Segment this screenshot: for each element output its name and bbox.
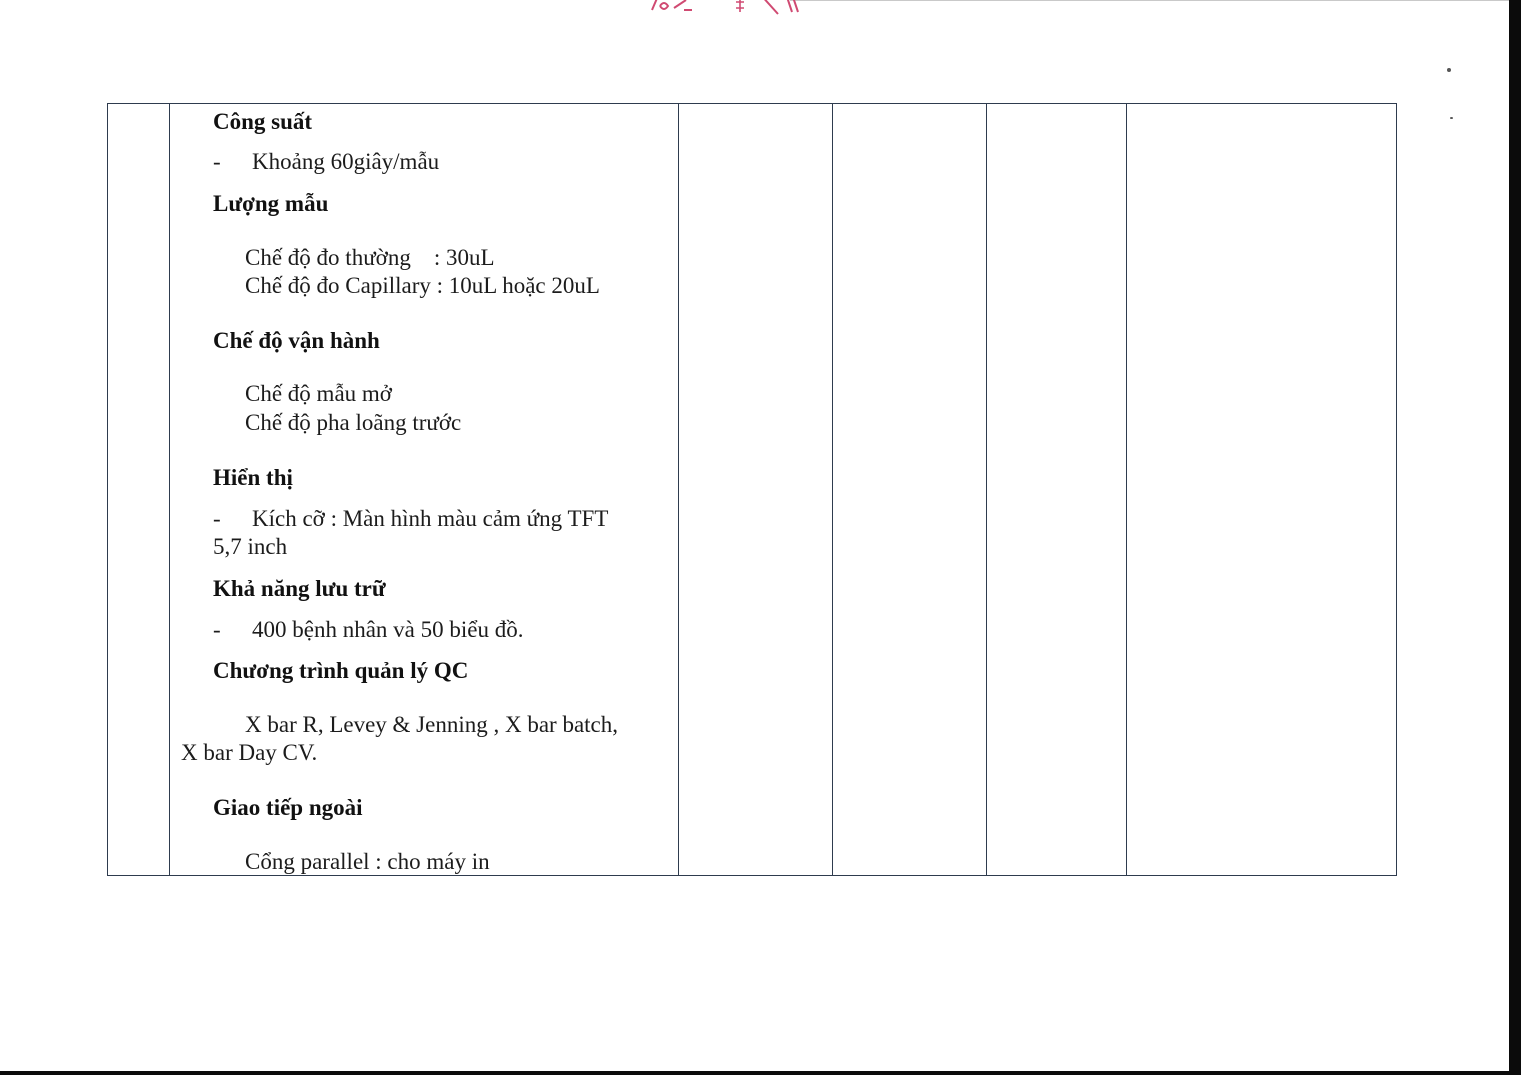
section-heading: Lượng mẫu [213, 191, 329, 216]
bullet-marker: - [213, 617, 221, 642]
top-rule [790, 0, 1509, 1]
spec-line: Cổng parallel : cho máy in [245, 849, 490, 874]
scan-edge-right [1509, 0, 1521, 1075]
spec-line: Chế độ mẫu mở [245, 381, 392, 406]
bullet-marker: - [213, 149, 221, 174]
section-heading: Khả năng lưu trữ [213, 576, 386, 601]
section-heading: Chế độ vận hành [213, 328, 380, 353]
empty-cell [833, 104, 987, 876]
spec-content [170, 104, 678, 875]
empty-cell [987, 104, 1127, 876]
section-heading: Công suất [213, 109, 313, 134]
scan-edge-bottom [0, 1071, 1521, 1075]
spec-cell [170, 104, 679, 876]
spec-line: 5,7 inch [213, 534, 288, 559]
spec-line: 400 bệnh nhân và 50 biểu đồ. [252, 617, 524, 642]
section-heading: Giao tiếp ngoài [213, 795, 363, 820]
scan-speck [1447, 68, 1451, 72]
bullet-marker: - [213, 506, 221, 531]
index-cell [108, 104, 170, 876]
spec-line: Kích cỡ : Màn hình màu cảm ứng TFT [252, 506, 609, 531]
spec-line: X bar Day CV. [181, 740, 318, 765]
spec-line: Chế độ pha loãng trước [245, 410, 462, 435]
spec-line: X bar R, Levey & Jenning , X bar batch, [245, 712, 619, 737]
table-row [108, 104, 1397, 876]
section-heading: Chương trình quản lý QC [213, 658, 469, 683]
empty-cell [1127, 104, 1397, 876]
scan-speck [1450, 117, 1453, 119]
spec-line: Khoảng 60giây/mẫu [252, 149, 440, 174]
stamp-fragment [640, 0, 820, 20]
empty-cell [679, 104, 833, 876]
spec-line: Chế độ đo thường : 30uL [245, 245, 495, 270]
spec-table [107, 103, 1397, 876]
section-heading: Hiển thị [213, 465, 293, 490]
spec-line: Chế độ đo Capillary : 10uL hoặc 20uL [245, 273, 600, 298]
